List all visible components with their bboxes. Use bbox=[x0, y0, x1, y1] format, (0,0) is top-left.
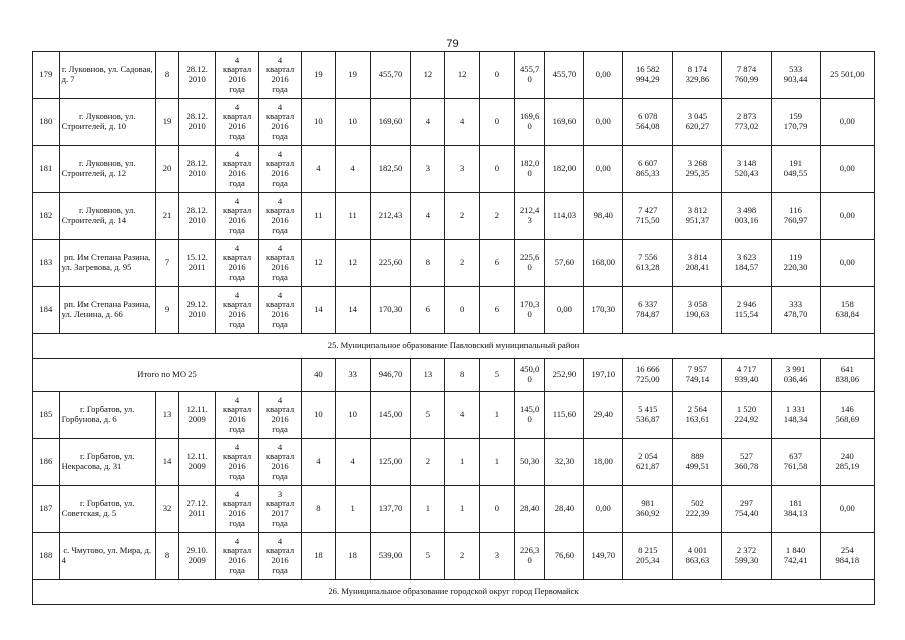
quarter-cell: 4 квартал 2016 года bbox=[259, 146, 302, 193]
value-cell: 3 bbox=[445, 146, 480, 193]
value-cell: 4 001 863,63 bbox=[673, 533, 722, 580]
cell: 9 bbox=[155, 287, 179, 334]
value-cell: 637 761,58 bbox=[771, 439, 820, 486]
value-cell: 2 bbox=[480, 193, 515, 240]
value-cell: 6 078 564,08 bbox=[623, 99, 673, 146]
value-cell: 145,0 0 bbox=[514, 392, 545, 439]
value-cell: 527 360,78 bbox=[722, 439, 771, 486]
value-cell: 225,6 0 bbox=[514, 240, 545, 287]
value-cell: 13 bbox=[411, 359, 445, 392]
cell: 14 bbox=[155, 439, 179, 486]
value-cell: 10 bbox=[302, 392, 336, 439]
value-cell: 1 bbox=[480, 439, 515, 486]
value-cell: 0,00 bbox=[584, 52, 623, 99]
value-cell: 3 148 520,43 bbox=[722, 146, 771, 193]
date-cell: 29.12. 2010 bbox=[179, 287, 216, 334]
value-cell: 116 760,97 bbox=[771, 193, 820, 240]
value-cell: 2 564 163,61 bbox=[673, 392, 722, 439]
value-cell: 0,00 bbox=[584, 99, 623, 146]
table-row bbox=[33, 486, 875, 533]
value-cell: 2 946 115,54 bbox=[722, 287, 771, 334]
value-cell: 4 bbox=[445, 99, 480, 146]
value-cell: 125,00 bbox=[370, 439, 411, 486]
value-cell: 18,00 bbox=[584, 439, 623, 486]
row-number-cell: 187 bbox=[33, 486, 60, 533]
value-cell: 0,00 bbox=[820, 240, 874, 287]
date-cell: 28.12. 2010 bbox=[179, 146, 216, 193]
value-cell: 455,7 0 bbox=[514, 52, 545, 99]
row-number-cell: 181 bbox=[33, 146, 60, 193]
value-cell: 10 bbox=[302, 99, 336, 146]
date-cell: 28.12. 2010 bbox=[179, 193, 216, 240]
value-cell: 98,40 bbox=[584, 193, 623, 240]
value-cell: 0,00 bbox=[545, 287, 584, 334]
value-cell: 25 501,00 bbox=[820, 52, 874, 99]
value-cell: 169,6 0 bbox=[514, 99, 545, 146]
value-cell: 12 bbox=[411, 52, 445, 99]
value-cell: 4 bbox=[302, 146, 336, 193]
address-cell: г. Горбатов, ул. Советская, д. 5 bbox=[59, 486, 155, 533]
quarter-cell: 4 квартал 2016 года bbox=[259, 287, 302, 334]
value-cell: 119 220,30 bbox=[771, 240, 820, 287]
value-cell: 14 bbox=[335, 287, 370, 334]
address-cell: рп. Им Степана Разина, ул. Загревова, д. 95 bbox=[59, 240, 155, 287]
value-cell: 225,60 bbox=[370, 240, 411, 287]
value-cell: 182,0 0 bbox=[514, 146, 545, 193]
value-cell: 4 bbox=[445, 392, 480, 439]
quarter-cell: 4 квартал 2016 года bbox=[216, 52, 259, 99]
value-cell: 1 bbox=[445, 486, 480, 533]
value-cell: 455,70 bbox=[370, 52, 411, 99]
page-number: 79 bbox=[446, 38, 459, 50]
value-cell: 6 bbox=[411, 287, 445, 334]
cell: 19 bbox=[155, 99, 179, 146]
value-cell: 10 bbox=[335, 392, 370, 439]
section-row bbox=[33, 580, 875, 605]
value-cell: 0 bbox=[480, 99, 515, 146]
value-cell: 641 838,06 bbox=[820, 359, 874, 392]
value-cell: 114,03 bbox=[545, 193, 584, 240]
value-cell: 57,60 bbox=[545, 240, 584, 287]
address-cell: г. Горбатов, ул. Некрасова, д. 31 bbox=[59, 439, 155, 486]
value-cell: 3 498 003,16 bbox=[722, 193, 771, 240]
date-cell: 27.12. 2011 bbox=[179, 486, 216, 533]
row-number-cell: 180 bbox=[33, 99, 60, 146]
value-cell: 170,30 bbox=[584, 287, 623, 334]
value-cell: 19 bbox=[302, 52, 336, 99]
value-cell: 8 174 329,86 bbox=[673, 52, 722, 99]
value-cell: 981 360,92 bbox=[623, 486, 673, 533]
value-cell: 29,40 bbox=[584, 392, 623, 439]
value-cell: 0,00 bbox=[820, 99, 874, 146]
row-number-cell: 184 bbox=[33, 287, 60, 334]
value-cell: 3 bbox=[480, 533, 515, 580]
value-cell: 149,70 bbox=[584, 533, 623, 580]
cell: 7 bbox=[155, 240, 179, 287]
value-cell: 1 840 742,41 bbox=[771, 533, 820, 580]
value-cell: 3 058 190,63 bbox=[673, 287, 722, 334]
table-row bbox=[33, 392, 875, 439]
value-cell: 115,60 bbox=[545, 392, 584, 439]
quarter-cell: 4 квартал 2016 года bbox=[216, 193, 259, 240]
value-cell: 3 814 208,41 bbox=[673, 240, 722, 287]
value-cell: 297 754,40 bbox=[722, 486, 771, 533]
cell: 32 bbox=[155, 486, 179, 533]
address-cell: г. Луковнов, ул. Строителей, д. 10 bbox=[59, 99, 155, 146]
value-cell: 3 623 184,57 bbox=[722, 240, 771, 287]
value-cell: 6 bbox=[480, 240, 515, 287]
value-cell: 11 bbox=[335, 193, 370, 240]
value-cell: 170,30 bbox=[370, 287, 411, 334]
value-cell: 5 415 536,87 bbox=[623, 392, 673, 439]
value-cell: 10 bbox=[335, 99, 370, 146]
section-heading-cell: 26. Муниципальное образование городской округ город Первомайск bbox=[33, 580, 875, 605]
table-row bbox=[33, 287, 875, 334]
table-row bbox=[33, 533, 875, 580]
cell: 8 bbox=[155, 52, 179, 99]
value-cell: 3 bbox=[411, 146, 445, 193]
value-cell: 16 666 725,00 bbox=[623, 359, 673, 392]
value-cell: 169,60 bbox=[370, 99, 411, 146]
quarter-cell: 4 квартал 2016 года bbox=[259, 240, 302, 287]
table-row bbox=[33, 193, 875, 240]
value-cell: 4 717 939,40 bbox=[722, 359, 771, 392]
value-cell: 502 222,39 bbox=[673, 486, 722, 533]
value-cell: 0 bbox=[445, 287, 480, 334]
value-cell: 4 bbox=[302, 439, 336, 486]
value-cell: 6 bbox=[480, 287, 515, 334]
value-cell: 539,00 bbox=[370, 533, 411, 580]
address-cell: г. Луковнов, ул. Строителей, д. 12 bbox=[59, 146, 155, 193]
value-cell: 455,70 bbox=[545, 52, 584, 99]
value-cell: 197,10 bbox=[584, 359, 623, 392]
value-cell: 137,70 bbox=[370, 486, 411, 533]
quarter-cell: 4 квартал 2016 года bbox=[216, 533, 259, 580]
row-number-cell: 182 bbox=[33, 193, 60, 240]
value-cell: 0 bbox=[480, 486, 515, 533]
value-cell: 145,00 bbox=[370, 392, 411, 439]
value-cell: 18 bbox=[335, 533, 370, 580]
value-cell: 450,0 0 bbox=[514, 359, 545, 392]
value-cell: 4 bbox=[411, 193, 445, 240]
date-cell: 28.12. 2010 bbox=[179, 52, 216, 99]
quarter-cell: 4 квартал 2016 года bbox=[216, 99, 259, 146]
date-cell: 28.12. 2010 bbox=[179, 99, 216, 146]
value-cell: 0,00 bbox=[584, 486, 623, 533]
section-heading-cell: 25. Муниципальное образование Павловский муниципальный район bbox=[33, 334, 875, 359]
value-cell: 76,60 bbox=[545, 533, 584, 580]
value-cell: 12 bbox=[302, 240, 336, 287]
value-cell: 191 049,55 bbox=[771, 146, 820, 193]
value-cell: 3 812 951,37 bbox=[673, 193, 722, 240]
value-cell: 333 478,70 bbox=[771, 287, 820, 334]
value-cell: 28,40 bbox=[514, 486, 545, 533]
value-cell: 5 bbox=[411, 392, 445, 439]
value-cell: 7 556 613,28 bbox=[623, 240, 673, 287]
value-cell: 3 268 295,35 bbox=[673, 146, 722, 193]
table-row bbox=[33, 439, 875, 486]
value-cell: 16 582 994,29 bbox=[623, 52, 673, 99]
value-cell: 0 bbox=[480, 146, 515, 193]
table-row bbox=[33, 240, 875, 287]
date-cell: 12.11. 2009 bbox=[179, 392, 216, 439]
value-cell: 146 568,69 bbox=[820, 392, 874, 439]
quarter-cell: 4 квартал 2016 года bbox=[259, 52, 302, 99]
value-cell: 169,60 bbox=[545, 99, 584, 146]
value-cell: 8 215 205,34 bbox=[623, 533, 673, 580]
address-cell: г. Луковнов, ул. Строителей, д. 14 bbox=[59, 193, 155, 240]
value-cell: 0,00 bbox=[584, 146, 623, 193]
value-cell: 7 427 715,50 bbox=[623, 193, 673, 240]
value-cell: 159 170,79 bbox=[771, 99, 820, 146]
value-cell: 2 873 773,02 bbox=[722, 99, 771, 146]
value-cell: 2 bbox=[445, 533, 480, 580]
value-cell: 0,00 bbox=[820, 193, 874, 240]
value-cell: 28,40 bbox=[545, 486, 584, 533]
value-cell: 889 499,51 bbox=[673, 439, 722, 486]
total-row bbox=[33, 359, 875, 392]
quarter-cell: 4 квартал 2016 года bbox=[216, 287, 259, 334]
value-cell: 0 bbox=[480, 52, 515, 99]
address-cell: с. Чмутово, ул. Мира, д. 4 bbox=[59, 533, 155, 580]
row-number-cell: 188 bbox=[33, 533, 60, 580]
row-number-cell: 185 bbox=[33, 392, 60, 439]
value-cell: 1 bbox=[445, 439, 480, 486]
quarter-cell: 3 квартал 2017 года bbox=[259, 486, 302, 533]
value-cell: 254 984,18 bbox=[820, 533, 874, 580]
value-cell: 8 bbox=[411, 240, 445, 287]
table-row bbox=[33, 146, 875, 193]
cell: 21 bbox=[155, 193, 179, 240]
value-cell: 946,70 bbox=[370, 359, 411, 392]
value-cell: 2 054 621,87 bbox=[623, 439, 673, 486]
quarter-cell: 4 квартал 2016 года bbox=[216, 439, 259, 486]
value-cell: 5 bbox=[480, 359, 515, 392]
value-cell: 212,4 3 bbox=[514, 193, 545, 240]
date-cell: 12.11. 2009 bbox=[179, 439, 216, 486]
cell: 8 bbox=[155, 533, 179, 580]
value-cell: 1 520 224,92 bbox=[722, 392, 771, 439]
quarter-cell: 4 квартал 2016 года bbox=[216, 146, 259, 193]
value-cell: 32,30 bbox=[545, 439, 584, 486]
value-cell: 7 874 760,99 bbox=[722, 52, 771, 99]
value-cell: 6 337 784,87 bbox=[623, 287, 673, 334]
housing-register-table bbox=[32, 51, 875, 605]
value-cell: 252,90 bbox=[545, 359, 584, 392]
value-cell: 0,00 bbox=[820, 146, 874, 193]
value-cell: 19 bbox=[335, 52, 370, 99]
row-number-cell: 179 bbox=[33, 52, 60, 99]
cell: 20 bbox=[155, 146, 179, 193]
value-cell: 4 bbox=[335, 146, 370, 193]
value-cell: 1 331 148,34 bbox=[771, 392, 820, 439]
quarter-cell: 4 квартал 2016 года bbox=[216, 486, 259, 533]
value-cell: 2 bbox=[445, 193, 480, 240]
value-cell: 1 bbox=[480, 392, 515, 439]
row-number-cell: 186 bbox=[33, 439, 60, 486]
value-cell: 4 bbox=[335, 439, 370, 486]
value-cell: 6 607 865,33 bbox=[623, 146, 673, 193]
value-cell: 14 bbox=[302, 287, 336, 334]
cell: 13 bbox=[155, 392, 179, 439]
value-cell: 212,43 bbox=[370, 193, 411, 240]
total-label-cell: Итого по МО 25 bbox=[33, 359, 302, 392]
value-cell: 1 bbox=[335, 486, 370, 533]
value-cell: 18 bbox=[302, 533, 336, 580]
value-cell: 33 bbox=[335, 359, 370, 392]
quarter-cell: 4 квартал 2016 года bbox=[259, 99, 302, 146]
value-cell: 3 045 620,27 bbox=[673, 99, 722, 146]
value-cell: 40 bbox=[302, 359, 336, 392]
value-cell: 240 285,19 bbox=[820, 439, 874, 486]
value-cell: 11 bbox=[302, 193, 336, 240]
value-cell: 8 bbox=[445, 359, 480, 392]
section-row bbox=[33, 334, 875, 359]
table-row bbox=[33, 52, 875, 99]
table-row bbox=[33, 99, 875, 146]
value-cell: 8 bbox=[302, 486, 336, 533]
quarter-cell: 4 квартал 2016 года bbox=[216, 240, 259, 287]
value-cell: 226,3 0 bbox=[514, 533, 545, 580]
quarter-cell: 4 квартал 2016 года bbox=[216, 392, 259, 439]
row-number-cell: 183 bbox=[33, 240, 60, 287]
value-cell: 1 bbox=[411, 486, 445, 533]
value-cell: 12 bbox=[445, 52, 480, 99]
value-cell: 533 903,44 bbox=[771, 52, 820, 99]
quarter-cell: 4 квартал 2016 года bbox=[259, 193, 302, 240]
value-cell: 2 bbox=[445, 240, 480, 287]
value-cell: 2 bbox=[411, 439, 445, 486]
value-cell: 5 bbox=[411, 533, 445, 580]
value-cell: 7 957 749,14 bbox=[673, 359, 722, 392]
value-cell: 181 384,13 bbox=[771, 486, 820, 533]
date-cell: 29.10. 2009 bbox=[179, 533, 216, 580]
quarter-cell: 4 квартал 2016 года bbox=[259, 439, 302, 486]
address-cell: г. Горбатов, ул. Горбунова, д. 6 bbox=[59, 392, 155, 439]
value-cell: 3 991 036,46 bbox=[771, 359, 820, 392]
value-cell: 182,00 bbox=[545, 146, 584, 193]
value-cell: 50,30 bbox=[514, 439, 545, 486]
value-cell: 170,3 0 bbox=[514, 287, 545, 334]
quarter-cell: 4 квартал 2016 года bbox=[259, 392, 302, 439]
value-cell: 0,00 bbox=[820, 486, 874, 533]
date-cell: 15.12. 2011 bbox=[179, 240, 216, 287]
value-cell: 158 638,84 bbox=[820, 287, 874, 334]
quarter-cell: 4 квартал 2016 года bbox=[259, 533, 302, 580]
address-cell: рп. Им Степана Разина, ул. Ленина, д. 66 bbox=[59, 287, 155, 334]
value-cell: 168,00 bbox=[584, 240, 623, 287]
value-cell: 2 372 599,30 bbox=[722, 533, 771, 580]
value-cell: 182,50 bbox=[370, 146, 411, 193]
address-cell: г. Луковнов, ул. Садовая, д. 7 bbox=[59, 52, 155, 99]
value-cell: 4 bbox=[411, 99, 445, 146]
value-cell: 12 bbox=[335, 240, 370, 287]
